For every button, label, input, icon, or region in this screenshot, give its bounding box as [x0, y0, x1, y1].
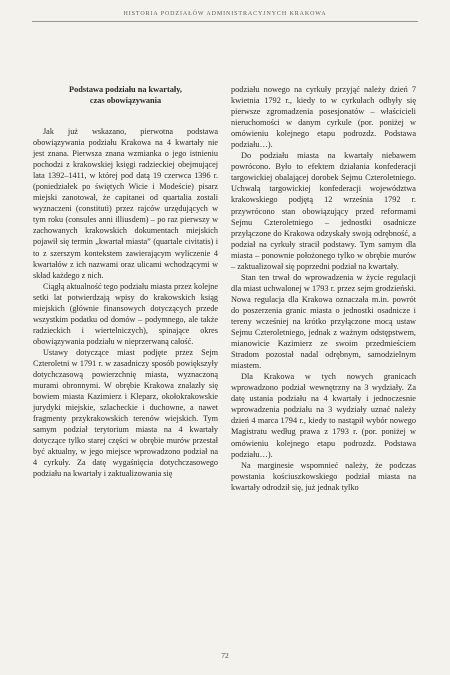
section-title-line1: Podstawa podziału na kwartały,: [69, 85, 182, 94]
section-title: [33, 84, 218, 106]
left-paragraph-2: Ciągłą aktualność tego podziału miasta przez kolejne setki lat potwierdzają wpisy do krakowskich ksiąg miejskich (głównie finansowych dotyczących przede wszystkim podatku od domów – podymnego, ale także radzieckich i wiertelniczych), spinające okres obowiązywania podziału w nieprzerwaną całość.: [33, 281, 218, 346]
right-paragraph-3: Stan ten trwał do wprowadzenia w życie regulacji dla miast uchwalonej w 1793 r. przez sejm grodzieński. Nowa regulacja dla Krakowa oznaczała m.in. powrót do poszerzenia granic miasta o jednostki osadnicze i tereny wcześniej na krótko przyłączone mocą ustaw Sejmu Czteroletniego, jednak z ważnym odstępstwem, mianowicie Kazimierz ze swoim przedmieściem Stradom pozostał nadal odrębnym, samodzielnym miastem.: [231, 272, 416, 371]
running-header: HISTORIA PODZIAŁÓW ADMINISTRACYJNYCH KRAKOWA: [123, 11, 327, 17]
right-paragraph-2: Do podziału miasta na kwartały niebawem powrócono. Było to efektem działania konfederacji targowickiej obalającej dorobek Sejmu Czteroletniego. Uchwałą targowickiej konfederacji województwa krakowskiego podjętą 12 września 1792 r. przywrócono stan obowiązujący przed reformami Sejmu Czteroletniego – jednostki osadnicze przyłączone do Krakowa odzyskały swoją odrębność, a podział na cyrkuły stracił podstawy. Tym samym dla miasta – ponownie położonego tylko w obrębie murów – zaktualizował się poprzedni podział na kwartały.: [231, 151, 416, 271]
right-paragraph-5: Na marginesie wspomnieć należy, że podczas powstania kościuszkowskiego podział miasta na kwartały odrodził się, już jednak tylko: [231, 460, 416, 492]
left-column: [33, 126, 218, 480]
section-title-line2: czas obowiązywania: [89, 96, 162, 105]
left-paragraph-1: Jak już wskazano, pierwotna podstawa obowiązywania podziału Krakowa na 4 kwartały nie jest znana. Pierwsza znana wzmianka o jego istnieniu pochodzi z krakowskiej księgi radzieckiej obejmującej lata 1392–1411, w której pod datą 19 czerwca 1396 r. (poniedziałek po świętych Wicie i Modeście) pisarz miejski zanotował, że capitanei od quartalia zostali wyznaczeni (constituti) przez rajców urzędujących w tym roku (consules anni illiusdem) – po raz pierwszy w zachowanych krakowskich dokumentach miejskich pojawił się termin „kwartał miasta” (quartale civitatis) i to z szerszym kontekstem zawierającym wyliczenie 4 kwartałów z ich nazwami oraz ulicami wchodzącymi w skład każdego z nich.: [33, 127, 218, 280]
right-paragraph-1: podziału nowego na cyrkuły przyjąć należy dzień 7 kwietnia 1792 r., kiedy to w cyrkułach odbyły się pierwsze zgromadzenia posesjonatów – właścicieli nieruchomości w danym cyrkule (por. poniżej w omówieniu kolejnego etapu podrozdz. Podstawa podziału…).: [231, 85, 416, 150]
right-paragraph-4: Dla Krakowa w tych nowych granicach wprowadzono podział wewnętrzny na 3 wydziały. Za datę ustania podziału na 4 kwartały i jednoczesnie wprowadzenia podziału na 3 wydziały uznać należy dzień 4 marca 1794 r., kiedy to nastąpił wybór nowego Magistratu według prawa z 1793 r. (por. poniżej w omówieniu kolejnego etapu podrozdz. Podstawa podziału…).: [231, 372, 416, 459]
left-paragraph-3: Ustawy dotyczące miast podjęte przez Sejm Czteroletni w 1791 r. w zasadniczy sposób powiększyły dotychczasową powierzchnię miasta, wyznaczoną murami obronnymi. W obrębie Krakowa znalazły się bowiem miasta Kazimierz i Kleparz, okołokrakowskie jurydyki miejskie, szlacheckie i duchowne, a nawet fragmenty przykrakowskich terenów wiejskich. Tym samym podział terytorium miasta na 4 kwartały dotyczące tylko starej części w obrębie murów przestał być aktualny, w jego miejsce wprowadzono podział na 4 cyrkuły. Za datę wygaśnięcia dotychczasowego podziału na kwartały i zaktualizowania się: [33, 347, 218, 479]
page-number: 72: [221, 651, 229, 660]
right-column: [231, 84, 416, 493]
header-rule: [32, 21, 418, 22]
